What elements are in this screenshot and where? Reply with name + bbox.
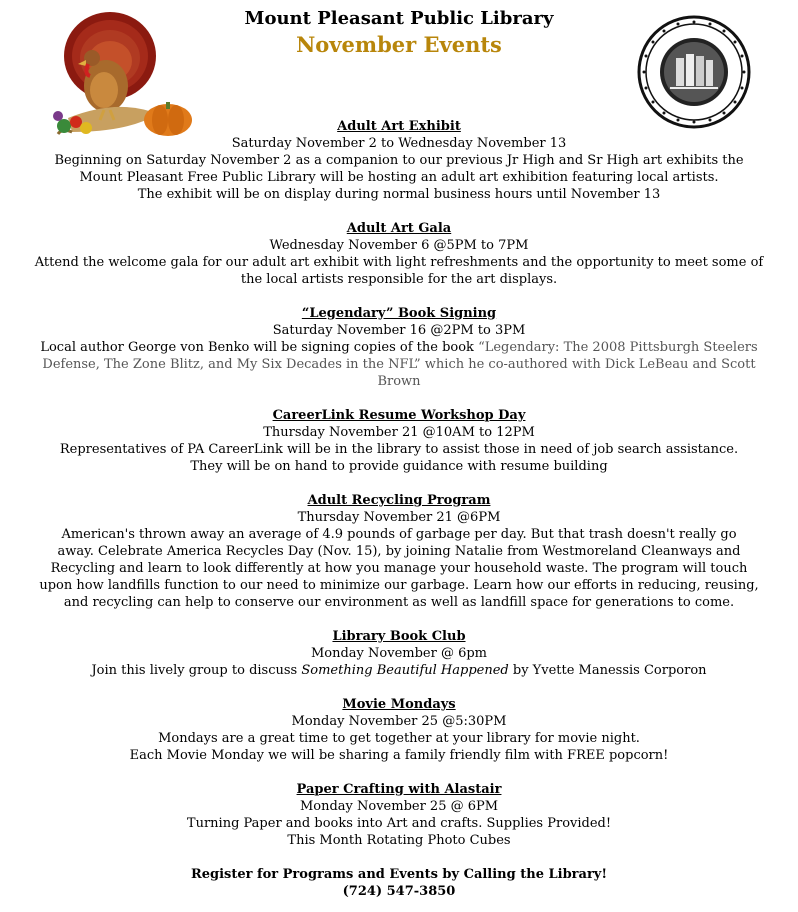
event-title: Adult Recycling Program: [307, 493, 491, 508]
event-description-trail: by Yvette Manessis Corporon: [508, 663, 707, 678]
event-title: Paper Crafting with Alastair: [296, 782, 502, 797]
page-title: Mount Pleasant Public Library: [244, 8, 554, 29]
event-description-line: American's thrown away an average of 4.9 pounds of garbage per day. But that trash doesn't really go: [61, 527, 737, 542]
book-title: Something Beautiful Happened: [301, 663, 509, 678]
event-when: Monday November @ 6pm: [310, 646, 488, 661]
event-title: “Legendary” Book Signing: [301, 306, 497, 321]
event-title: CareerLink Resume Workshop Day: [272, 408, 526, 423]
events-list: [4, 118, 794, 900]
event-title: Adult Art Exhibit: [337, 119, 461, 134]
event-description-line: Attend the welcome gala for our adult art exhibit with light refreshments and the opportunity to meet some of: [34, 255, 764, 270]
book-title-quote: “Legendary: The 2008 Pittsburgh Steelers: [478, 340, 758, 355]
event-description-line: Defense, The Zone Blitz, and My Six Decades in the NFL” which he co-authored with Dick LeBeau and Scott: [42, 357, 756, 372]
event-recycling-program: [4, 492, 794, 611]
library-phone-number: (724) 547-3850: [342, 884, 456, 899]
event-description-line: Representatives of PA CareerLink will be in the library to assist those in need of job search assistance.: [59, 442, 739, 457]
event-description-line: upon how landfills function to our need to minimize our garbage. Learn how our efforts in reducing, reusing,: [39, 578, 759, 593]
event-adult-art-gala: [4, 220, 794, 288]
event-description-line: This Month Rotating Photo Cubes: [287, 833, 511, 848]
event-description-lead: Join this lively group to discuss: [91, 663, 302, 678]
event-movie-mondays: [4, 696, 794, 764]
event-when: Monday November 25 @ 6PM: [299, 799, 499, 814]
event-description-line: Turning Paper and books into Art and crafts. Supplies Provided!: [186, 816, 612, 831]
event-description-line: Mondays are a great time to get together at your library for movie night.: [158, 731, 640, 746]
event-book-signing: [4, 305, 794, 390]
event-description-line: The exhibit will be on display during normal business hours until November 13: [137, 187, 661, 202]
event-description-line: the local artists responsible for the art displays.: [240, 272, 558, 287]
event-description-line: [4, 662, 794, 679]
event-description-line: Mount Pleasant Free Public Library will be hosting an adult art exhibition featuring local artists.: [79, 170, 719, 185]
event-description-line: They will be on hand to provide guidance with resume building: [190, 459, 608, 474]
event-description-line: Each Movie Monday we will be sharing a family friendly film with FREE popcorn!: [129, 748, 669, 763]
footer: [4, 866, 794, 900]
event-title: Movie Mondays: [342, 697, 456, 712]
page-subtitle: November Events: [296, 32, 502, 57]
event-description-line: away. Celebrate America Recycles Day (Nov. 15), by joining Natalie from Westmoreland Cleanways and: [57, 544, 741, 559]
register-callout: Register for Programs and Events by Calling the Library!: [190, 867, 608, 882]
event-description-line: Recycling and learn to look differently at how you manage your household waste. The program will touch: [50, 561, 748, 576]
event-book-club: [4, 628, 794, 679]
event-when: Wednesday November 6 @5PM to 7PM: [269, 238, 529, 253]
event-adult-art-exhibit: [4, 118, 794, 203]
event-careerlink-workshop: [4, 407, 794, 475]
event-description-line: Beginning on Saturday November 2 as a companion to our previous Jr High and Sr High art exhibits the: [54, 153, 744, 168]
event-when: Thursday November 21 @10AM to 12PM: [263, 425, 535, 440]
event-description-line: [4, 339, 794, 356]
event-when: Saturday November 16 @2PM to 3PM: [272, 323, 526, 338]
event-description-lead: Local author George von Benko will be signing copies of the book: [40, 340, 479, 355]
event-title: Adult Art Gala: [346, 221, 452, 236]
event-description-line: Brown: [377, 374, 421, 389]
event-paper-crafting: [4, 781, 794, 849]
event-title: Library Book Club: [332, 629, 466, 644]
event-when: Thursday November 21 @6PM: [297, 510, 501, 525]
event-when: Saturday November 2 to Wednesday November 13: [231, 136, 567, 151]
event-when: Monday November 25 @5:30PM: [291, 714, 507, 729]
event-description-line: and recycling can help to conserve our environment as well as landfill space for generations to come.: [63, 595, 735, 610]
